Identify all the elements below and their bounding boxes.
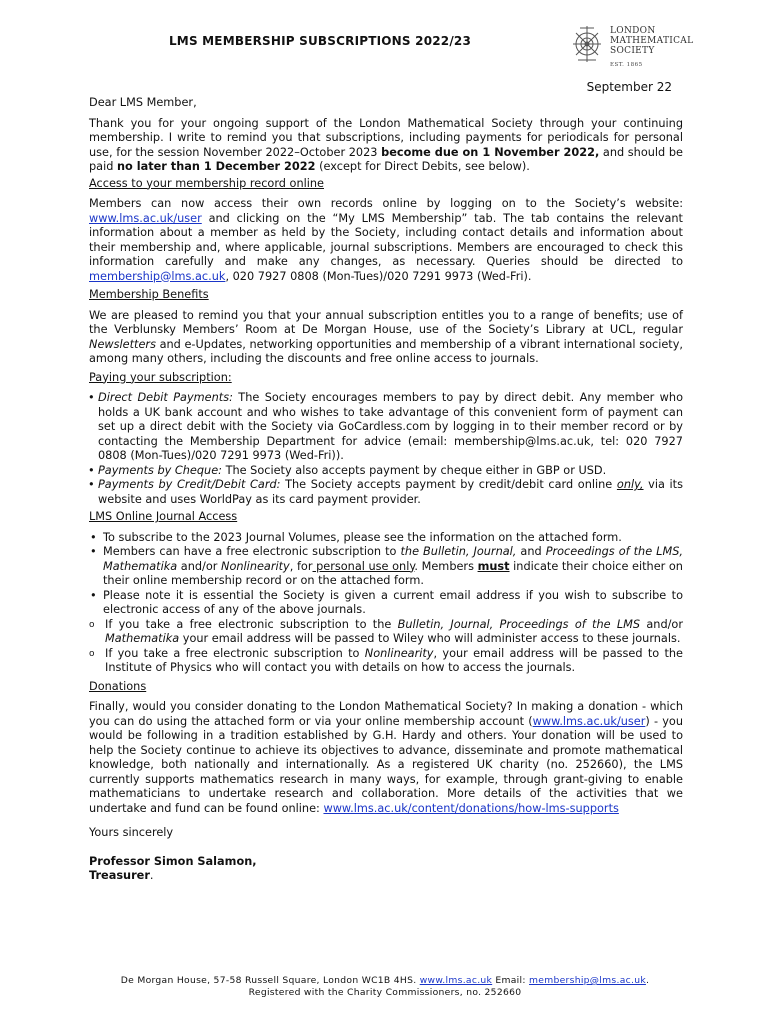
list-item: • Please note it is essential the Society is given a current email address if you wish to subscribe to electronic access of any of the above journals. — [90, 588, 683, 616]
benefits-heading: Membership Benefits — [89, 288, 209, 301]
footer-website-link[interactable]: www.lms.ac.uk — [419, 975, 493, 986]
journal-access-list — [89, 531, 683, 618]
signatory-name: Professor Simon Salamon, — [89, 854, 257, 868]
donations-info-link[interactable]: www.lms.ac.uk/content/donations/how-lms-supports — [323, 801, 619, 815]
signatory-role: Treasurer. — [89, 869, 154, 882]
list-item: o If you take a free electronic subscription to Nonlinearity, your email address will be passed to the Institute of Physics who will contact you with details on how to access the journals. — [89, 646, 683, 674]
membership-email-link[interactable]: membership@lms.ac.uk — [89, 269, 226, 283]
page-footer — [0, 975, 770, 999]
list-item: • Payments by Cheque: The Society also accepts payment by cheque either in GBP or USD. — [88, 463, 607, 477]
letter-body — [89, 96, 683, 884]
list-item: • Members can have a free electronic subscription to the Bulletin, Journal, and Proceedings of the LMS, Mathematika and/or Nonlinearity, for personal use only. Members must indicate their choice either on their online membership record or on the attached form. — [90, 545, 683, 587]
lms-logo — [568, 22, 698, 74]
access-paragraph: Members can now access their own records online by logging on to the Society’s website: www.lms.ac.uk/user and clicking on the “My LMS Membership” tab. The tab contains the relevant information about a member as held by the Society, including contact details and information about their membership and, where applicable, journal subscriptions. Members are encouraged to check this information carefully and make any changes, as necessary. Queries should be directed to membership@lms.ac.uk, 020 7927 0808 (Mon-Tues)/020 7291 9973 (Wed-Fri). — [89, 197, 683, 283]
access-heading: Access to your membership record online — [89, 176, 324, 190]
sign-off: Yours sincerely — [89, 826, 174, 839]
donations-paragraph: Finally, would you consider donating to the London Mathematical Society? In making a donation - which you can do using the attached form or via your online membership account (www.lms.ac.uk/user) - you would be following in a tradition established by G.H. Hardy and others. Your donation will be used to help the Society continue to achieve its objectives to advance, disseminate and promote mathematical knowledge, both nationally and internationally. As a registered UK charity (no. 252660), the LMS currently supports mathematics research in many ways, for example, through grant-giving to enable mathematicians to undertake research and collaboration. More details of the activities that we undertake and fund can be found online: www.lms.ac.uk/content/donations/how-lms-supports — [89, 700, 683, 815]
logo-established: EST. 1865 — [610, 62, 643, 68]
footer-address: De Morgan House, 57-58 Russell Square, London WC1B 4HS. www.lms.ac.uk Email: membership@lms.ac.uk. — [120, 975, 650, 986]
lms-seal-icon — [568, 22, 606, 70]
list-item: • Direct Debit Payments: The Society encourages members to pay by direct debit. Any member who holds a UK bank account and who wishes to take advantage of this convenient form of payment can set up a direct debit with the Society via GoCardless.com by logging in to their member record or by contacting the Membership Department for advice (email: membership@lms.ac.uk, tel: 020 7927 0808 (Mon-Tues)/020 7291 9973 (Wed-Fri)). — [88, 391, 683, 462]
donation-account-link[interactable]: www.lms.ac.uk/user — [532, 714, 646, 728]
footer-charity-line: Registered with the Charity Commissioners, no. 252660 — [248, 987, 522, 998]
intro-paragraph: Thank you for your ongoing support of the London Mathematical Society through your continuing membership. I write to remind you that subscriptions, including payments for periodicals for personal use, for the session November 2022–October 2023 become due on 1 November 2022, and should be paid no later than 1 December 2022 (except for Direct Debits, see below). — [89, 116, 683, 173]
page-title: LMS MEMBERSHIP SUBSCRIPTIONS 2022/23 — [168, 34, 472, 48]
journal-heading: LMS Online Journal Access — [89, 510, 238, 523]
payment-methods-list — [89, 391, 683, 507]
list-item: o If you take a free electronic subscription to the Bulletin, Journal, Proceedings of the LMS and/or Mathematika your email address will be passed to Wiley who will administer access to these journals. — [89, 617, 683, 645]
user-account-link[interactable]: www.lms.ac.uk/user — [89, 211, 202, 225]
letter-date: September 22 — [586, 80, 672, 94]
paying-heading: Paying your subscription: — [89, 370, 232, 384]
footer-email-link[interactable]: membership@lms.ac.uk — [529, 975, 646, 986]
donations-heading: Donations — [89, 679, 147, 693]
greeting: Dear LMS Member, — [89, 96, 197, 109]
benefits-paragraph: We are pleased to remind you that your annual subscription entitles you to a range of benefits; use of the Verblunsky Members’ Room at De Morgan House, use of the Society’s Library at UCL, regular Newsletters and e-Updates, networking opportunities and membership of a vibrant international society, among many others, including the discounts and free online access to journals. — [89, 308, 683, 365]
logo-wordmark: LONDON MATHEMATICAL SOCIETY — [610, 26, 694, 56]
journal-sublist — [89, 618, 683, 676]
list-item: • To subscribe to the 2023 Journal Volumes, please see the information on the attached form. — [90, 530, 622, 544]
list-item: • Payments by Credit/Debit Card: The Society accepts payment by credit/debit card online only, via its website and uses WorldPay as its card payment provider. — [88, 478, 683, 506]
